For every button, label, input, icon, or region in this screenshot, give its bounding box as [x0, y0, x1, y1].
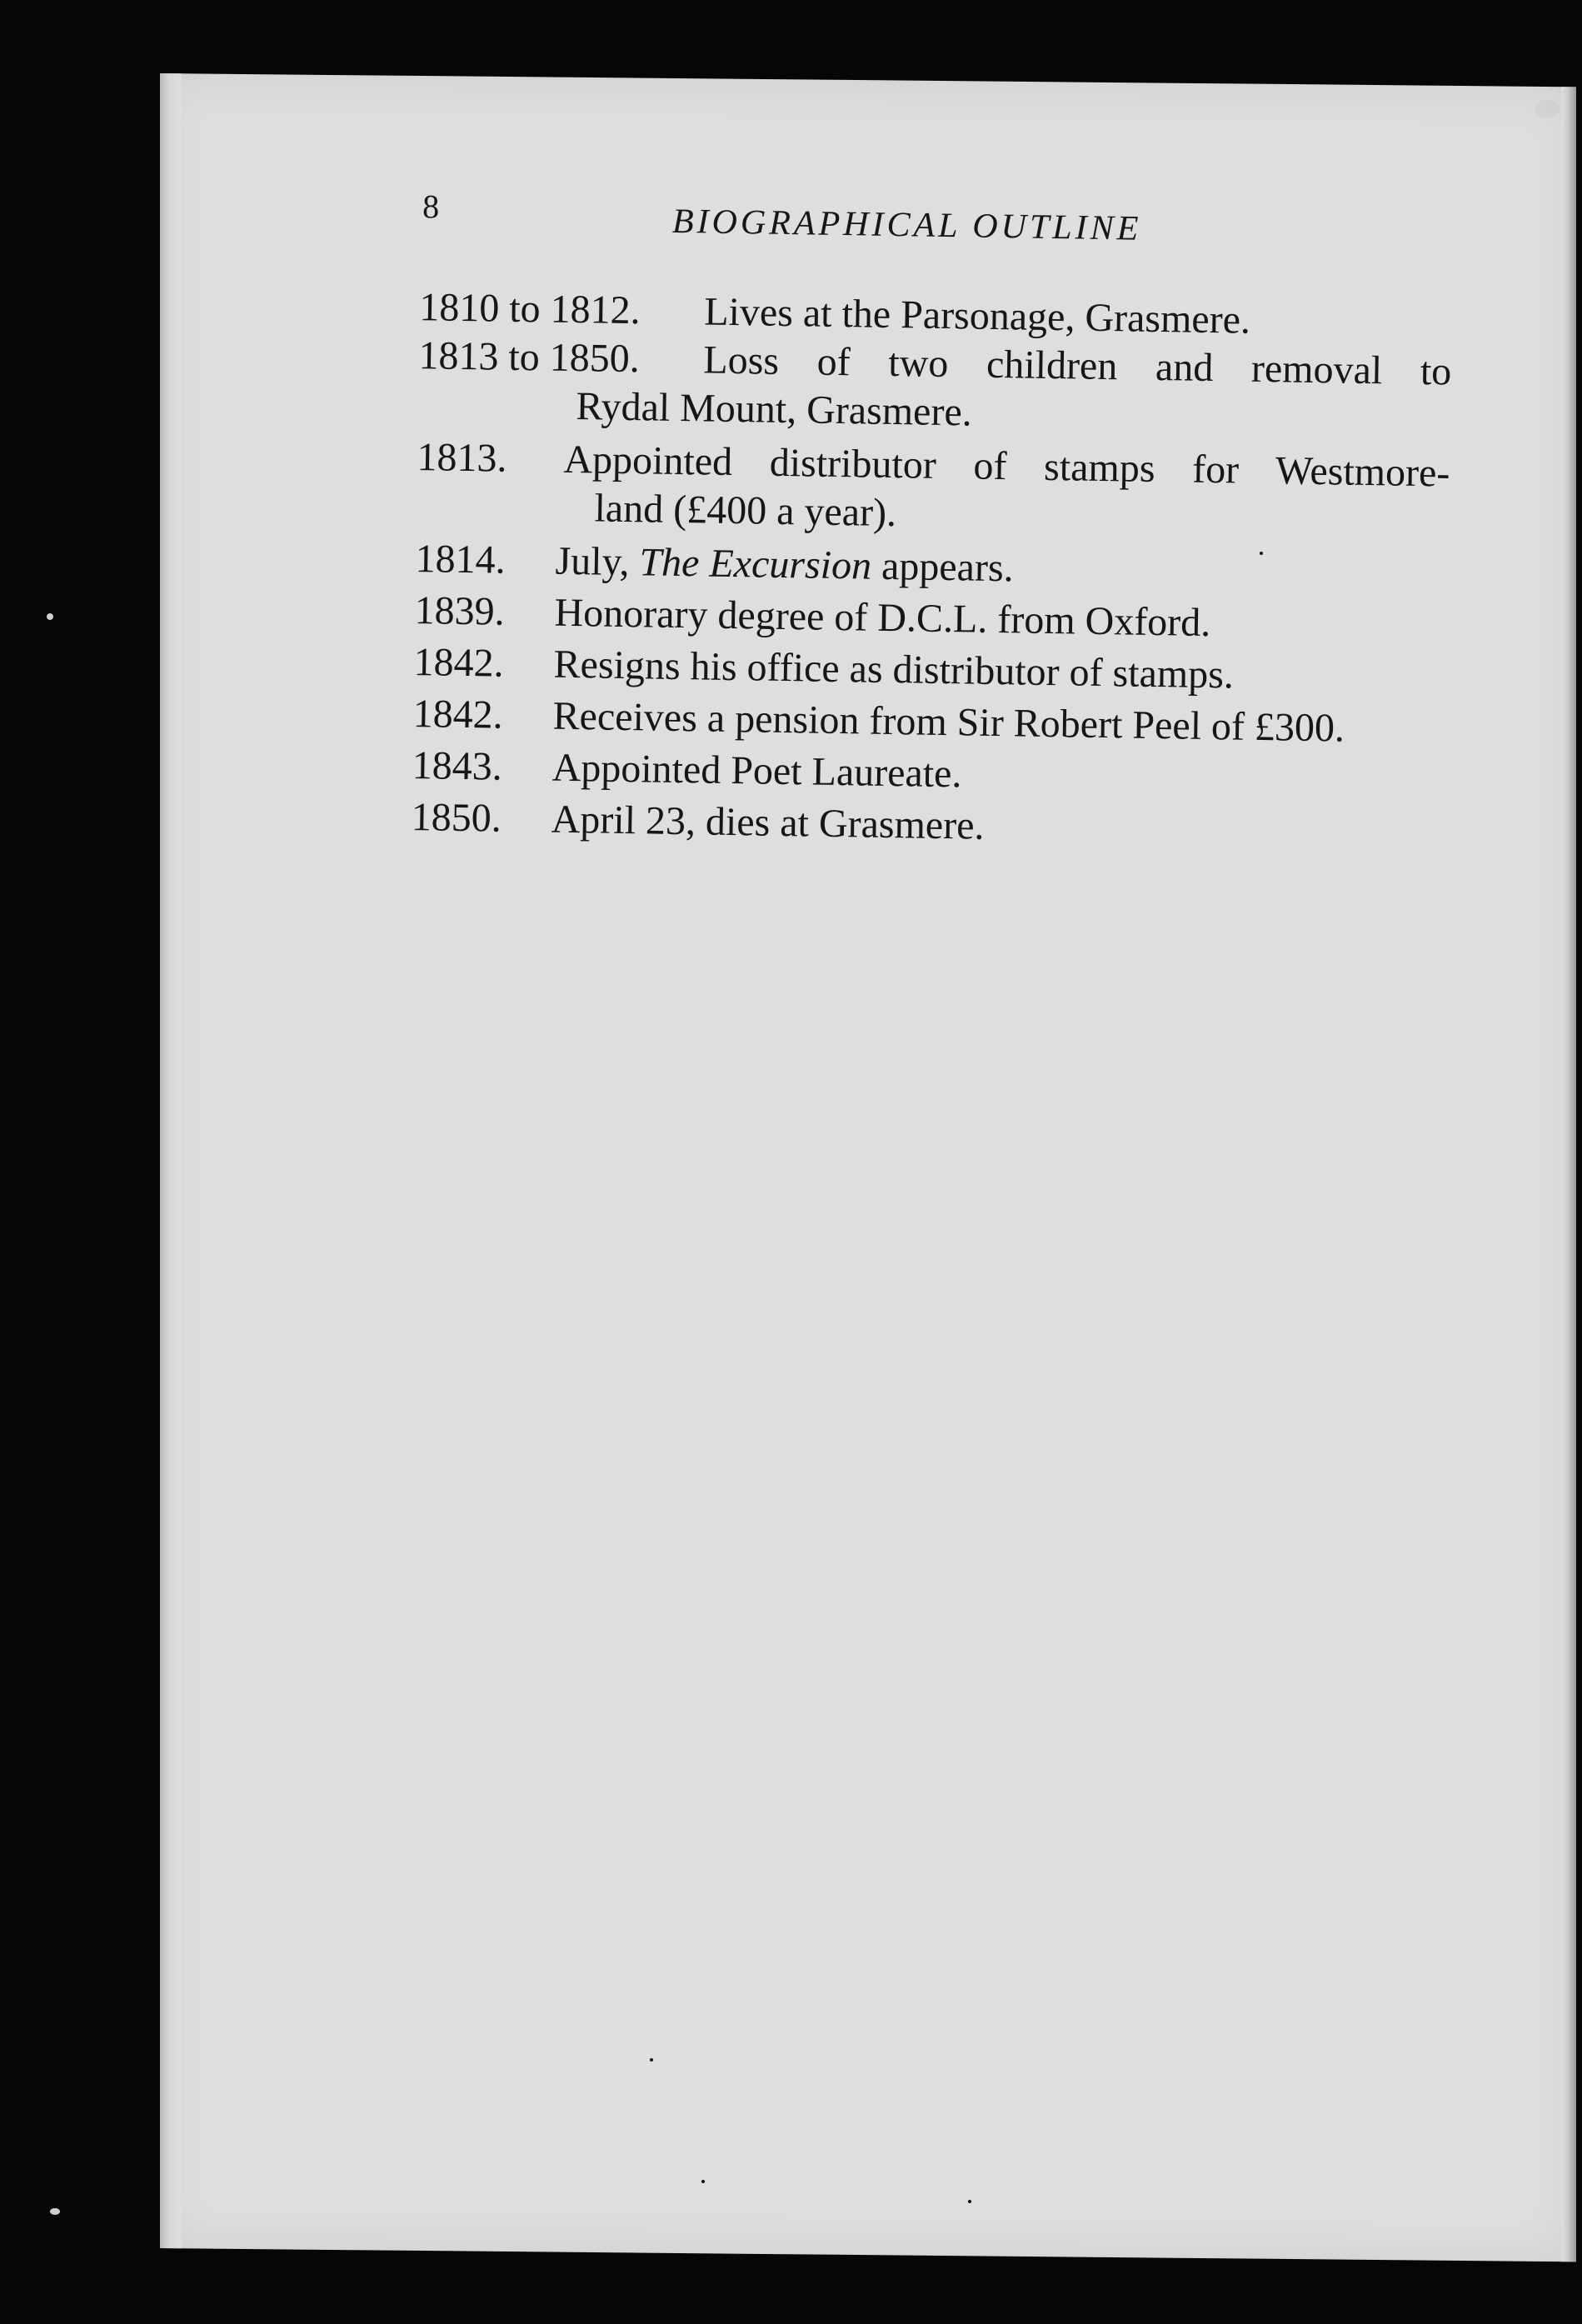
entry-date: 1843.: [412, 743, 503, 789]
entry-line-end: appears.: [871, 543, 1015, 591]
scan-speck: [1535, 100, 1560, 118]
scan-speck: [968, 2200, 971, 2203]
entry-date: 1839.: [414, 588, 506, 634]
entry-text: [551, 796, 1445, 858]
entry-line: Honorary degree of D.C.L. from Oxford.: [554, 590, 1211, 646]
scan-speck: [47, 613, 53, 620]
entry-line: Lives at the Parsonage, Grasmere.: [703, 289, 1251, 342]
scan-speck: [701, 2180, 705, 2183]
chronology-entry: [416, 433, 1450, 546]
entry-line: Receives a pension from Sir Robert Peel of £300.: [552, 693, 1345, 751]
work-title: The Excursion: [639, 540, 872, 588]
page-number: 8: [422, 187, 440, 226]
entry-text: [576, 336, 1452, 444]
entry-line: Loss of two children and removal to: [702, 337, 1452, 394]
entry-text: [562, 436, 1450, 547]
entry-date: 1850.: [411, 795, 502, 841]
entry-line: Resigns his office as distributor of stamps.: [553, 642, 1235, 697]
entry-line: April 23, dies at Grasmere.: [551, 797, 985, 848]
running-head: BIOGRAPHICAL OUTLINE: [671, 202, 1142, 248]
scan-speck: [1260, 552, 1263, 555]
entry-date: 1813.: [417, 435, 507, 481]
entry-date: 1810 to 1812.: [418, 285, 641, 333]
scan-speck: [50, 2208, 60, 2215]
entry-date: 1813 to 1850.: [418, 333, 641, 382]
entry-date: 1814.: [415, 537, 507, 582]
entry-line-continued: Rydal Mount, Grasmere.: [576, 384, 973, 435]
entry-line: Appointed distributor of stamps for Westmore-: [563, 437, 1450, 496]
entry-line-start: July,: [555, 538, 640, 585]
chronology-entry: [417, 332, 1452, 444]
entry-line-continued: land (£400 a year).: [594, 486, 897, 536]
chronology-list: [411, 283, 1452, 857]
entry-line: Appointed Poet Laureate.: [551, 745, 962, 797]
entry-date: 1842.: [412, 692, 504, 737]
scan-speck: [650, 2058, 653, 2062]
entry-date: 1842.: [413, 640, 505, 686]
